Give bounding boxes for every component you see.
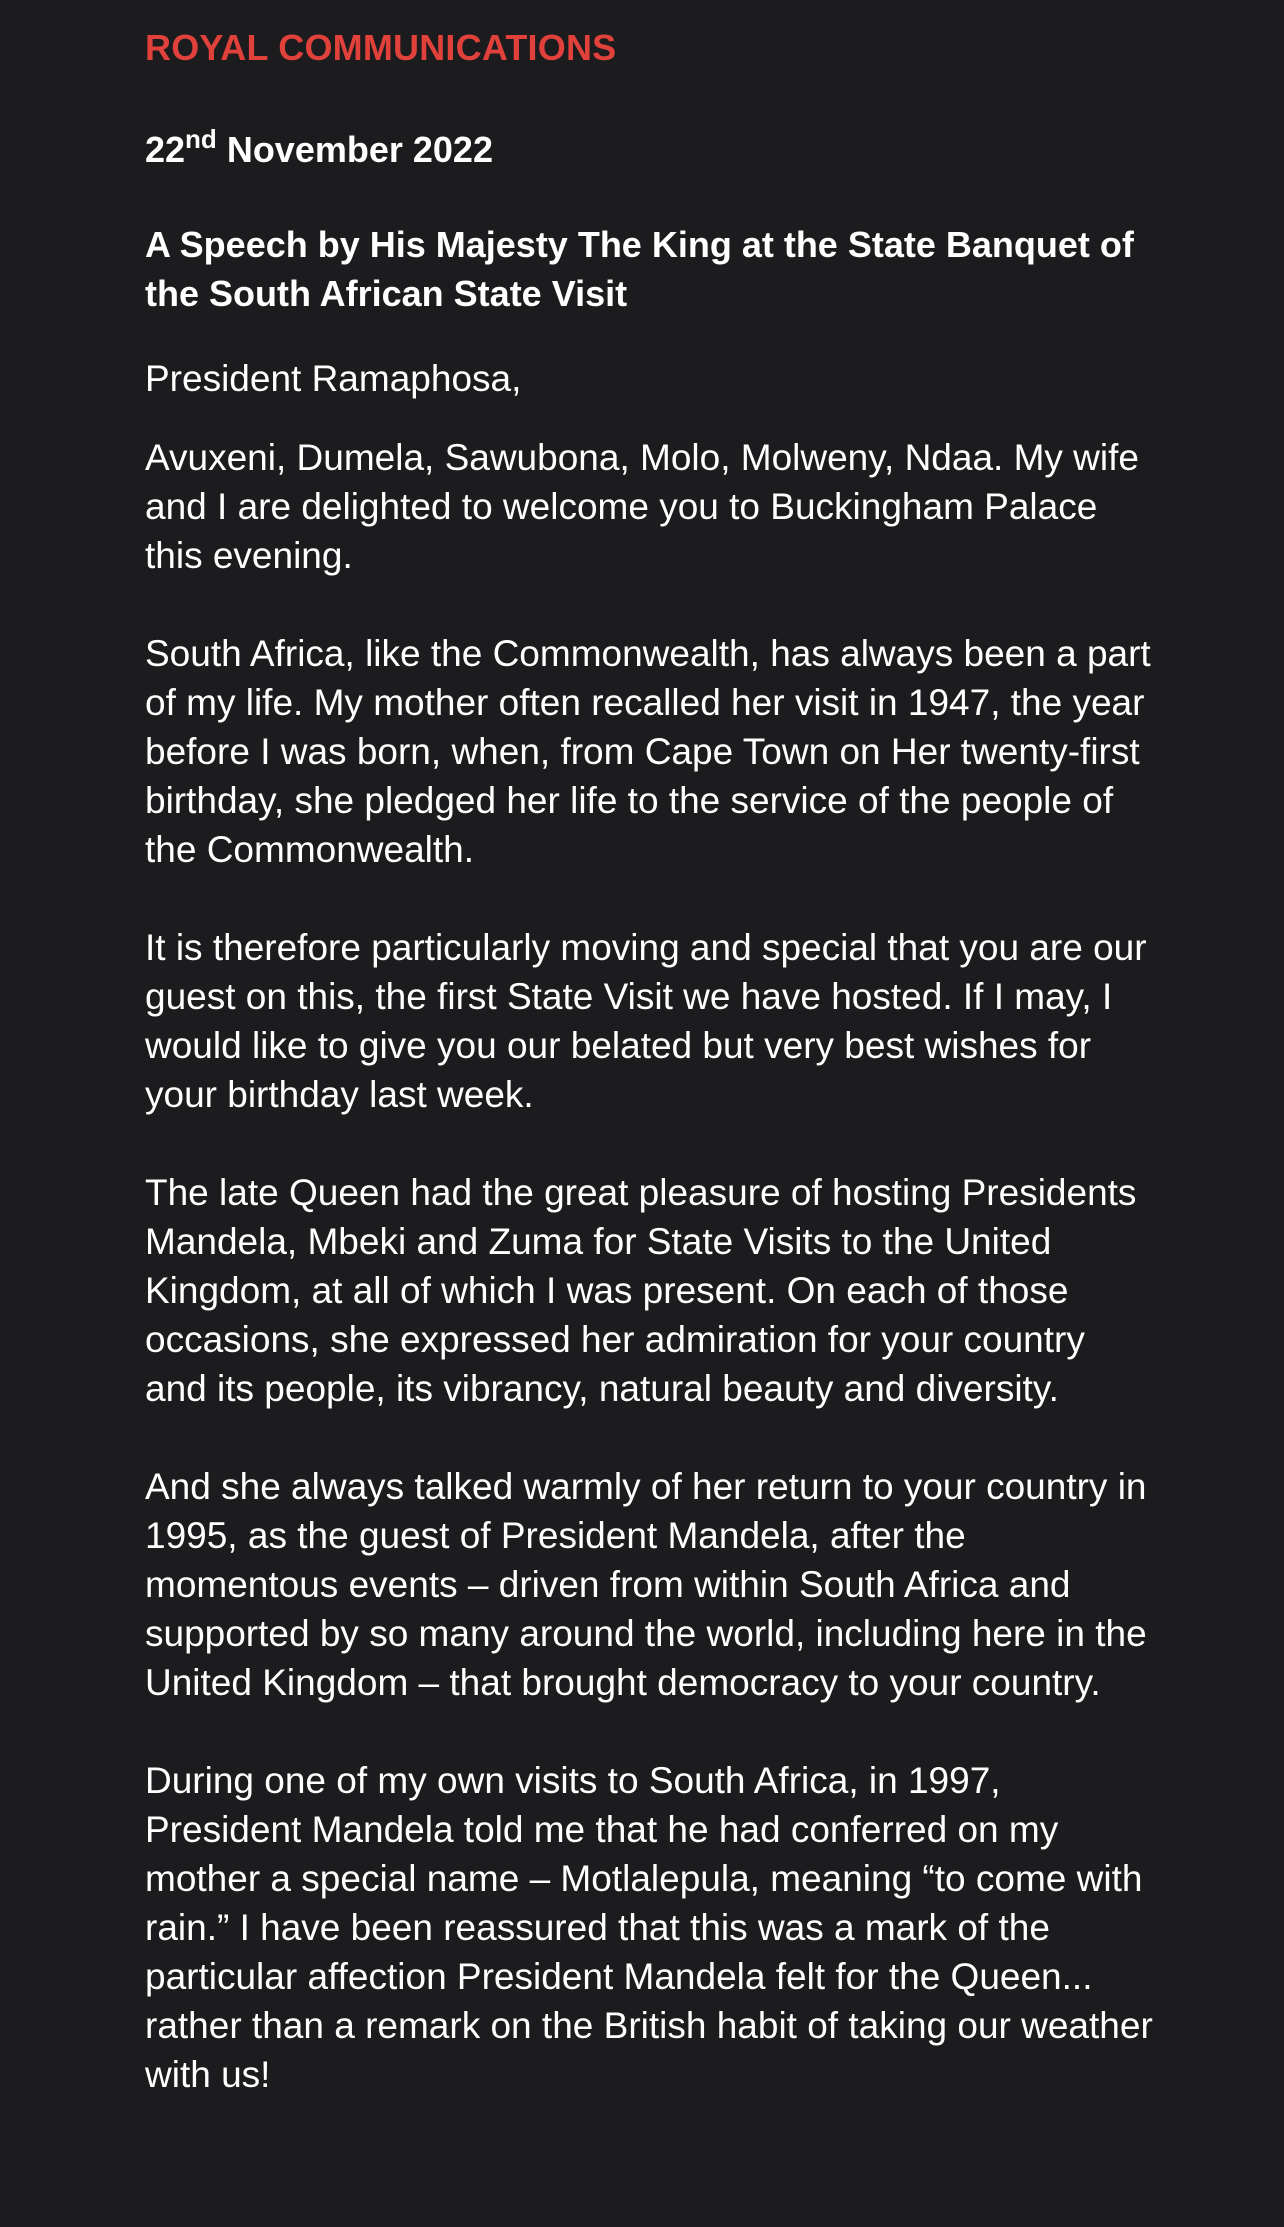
speech-paragraph: Avuxeni, Dumela, Sawubona, Molo, Molweny, Ndaa. My wife and I are delighted to welcome you to Buckingham Palace this evening. xyxy=(145,437,1139,576)
speech-date xyxy=(145,124,1155,176)
salutation: President Ramaphosa, xyxy=(145,358,522,399)
date-day: 22 xyxy=(145,129,186,170)
speech-paragraph: During one of my own visits to South Africa, in 1997, President Mandela told me that he had conferred on my mother a special name – Motlalepula, meaning “to come with rain.” I have been reassured that this was a mark of the particular affection President Mandela felt for the Queen... rather than a remark on the British habit of taking our weather with us! xyxy=(145,1760,1153,2095)
speech-paragraph: It is therefore particularly moving and special that you are our guest on this, the first State Visit we have hosted. If I may, I would like to give you our belated but very best wishes for your birthday last week. xyxy=(145,927,1147,1115)
speech-title: A Speech by His Majesty The King at the State Banquet of the South African State Visit xyxy=(145,224,1134,314)
date-suffix: nd xyxy=(185,124,217,154)
speech-paragraph: And she always talked warmly of her return to your country in 1995, as the guest of President Mandela, after the momentous events – driven from within South Africa and supported by so many around the world, including here in the United Kingdom – that brought democracy to your country. xyxy=(145,1466,1147,1703)
speech-document xyxy=(145,22,1155,2099)
speech-paragraph: South Africa, like the Commonwealth, has always been a part of my life. My mother often recalled her visit in 1947, the year before I was born, when, from Cape Town on Her twenty-first birthday, she pledged her life to the service of the people of the Commonwealth. xyxy=(145,633,1151,870)
royal-communications-header: ROYAL COMMUNICATIONS xyxy=(145,27,617,68)
date-month-year: November 2022 xyxy=(216,129,493,170)
speech-paragraph: The late Queen had the great pleasure of hosting Presidents Mandela, Mbeki and Zuma for State Visits to the United Kingdom, at all of which I was present. On each of those occasions, she expressed her admiration for your country and its people, its vibrancy, natural beauty and diversity. xyxy=(145,1172,1137,1409)
